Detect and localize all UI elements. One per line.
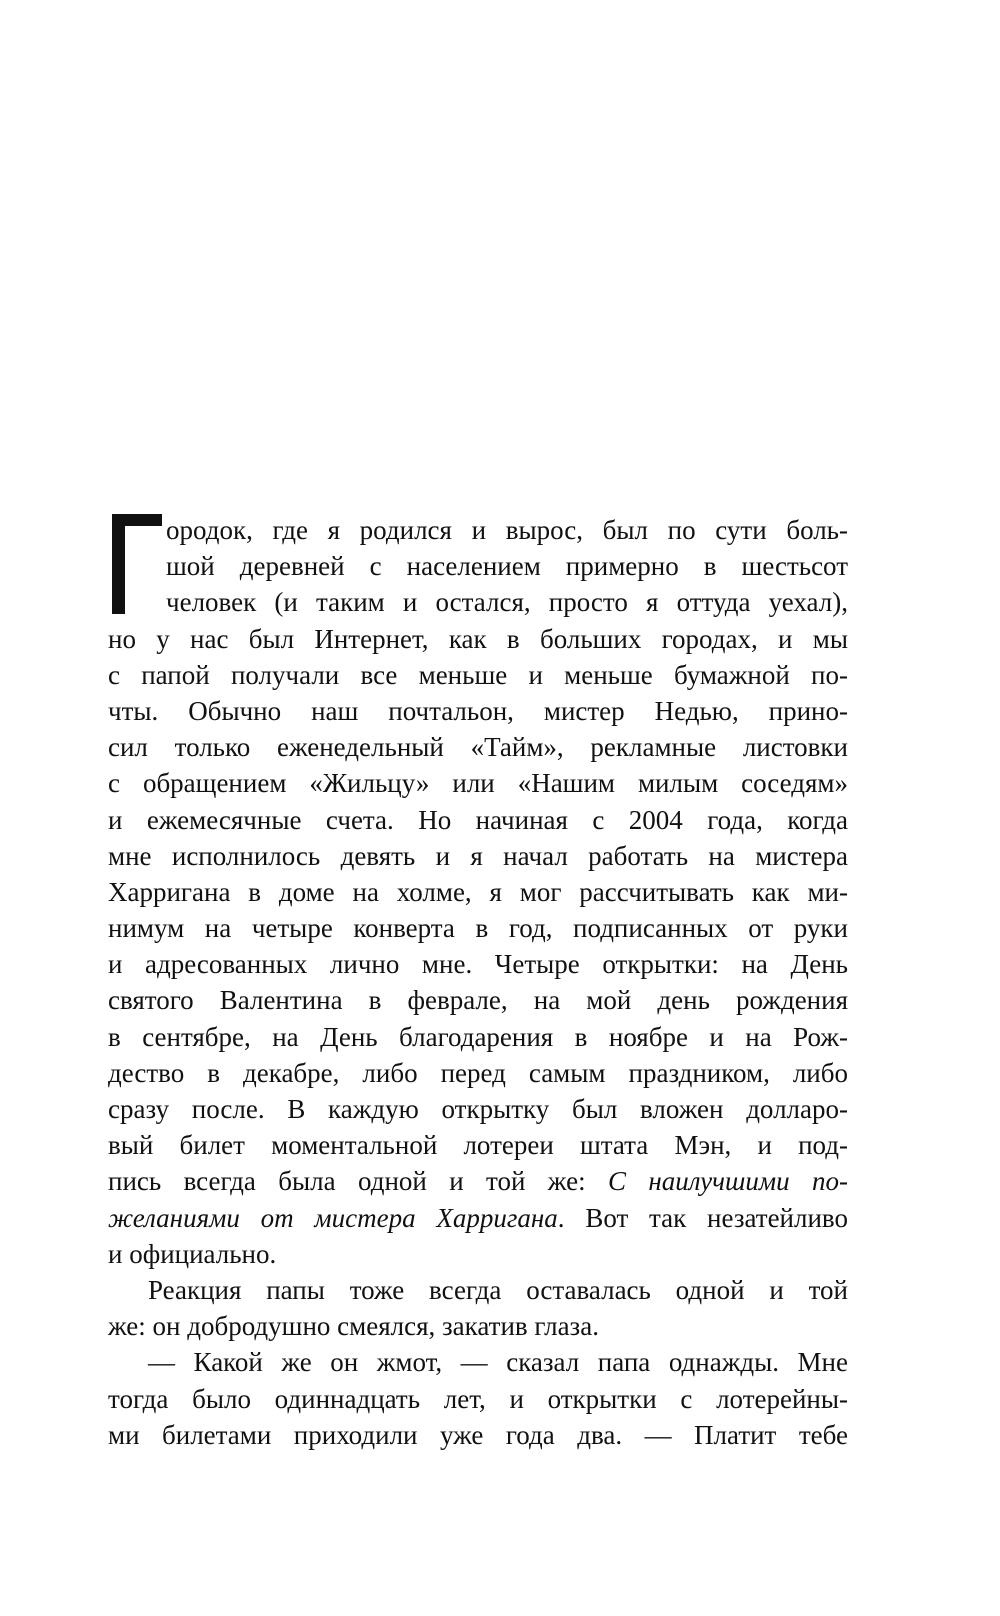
text-line: и официально. xyxy=(108,1238,277,1269)
text-line xyxy=(108,1200,848,1236)
body-text xyxy=(108,512,848,1453)
text-line: и адресованных лично мне. Четыре открытки: на День xyxy=(108,949,848,980)
text-line: вый билет моментальной лотереи штата Мэн, и под- xyxy=(108,1130,848,1161)
text-run: . Вот так незатейливо xyxy=(557,1202,848,1233)
text-line: но у нас был Интернет, как в больших городах, и мы xyxy=(108,623,848,654)
text-line: же: он добродушно смеялся, закатив глаза. xyxy=(108,1311,599,1342)
text-line: дество в декабре, либо перед самым праздником, либо xyxy=(108,1057,848,1088)
text-line: мне исполнилось девять и я начал работать на мистера xyxy=(108,840,848,871)
text-line: шой деревней с населением примерно в шестьсот xyxy=(166,551,848,582)
text-line: чты. Обычно наш почтальон, мистер Недью, прино- xyxy=(108,695,848,726)
italic-signature-run: С наилучшими по- xyxy=(607,1166,849,1197)
italic-signature-run: желаниями от мистера Харригана xyxy=(108,1202,558,1233)
text-line: с папой получали все меньше и меньше бумажной по- xyxy=(108,659,848,690)
text-line: святого Валентина в феврале, на мой день рождения xyxy=(108,985,848,1016)
text-line: Реакция папы тоже всегда оставалась одной и той xyxy=(148,1274,848,1305)
text-line xyxy=(108,1163,848,1199)
text-line: сил только еженедельный «Тайм», рекламные листовки xyxy=(108,732,848,763)
text-line: ми билетами приходили уже года два. — Платит тебе xyxy=(108,1419,848,1450)
text-line: в сентябре, на День благодарения в ноябре и на Рож- xyxy=(108,1021,848,1052)
text-line: человек (и таким и остался, просто я оттуда уехал), xyxy=(166,587,848,618)
text-run: пись всегда была одной и той же: xyxy=(108,1166,608,1197)
text-line: с обращением «Жильцу» или «Нашим милым соседям» xyxy=(108,768,848,799)
text-line: ородок, где я родился и вырос, был по сути боль- xyxy=(166,515,848,545)
text-line: нимум на четыре конверта в год, подписанных от руки xyxy=(108,913,848,944)
text-line: тогда было одиннадцать лет, и открытки с лотерейны- xyxy=(108,1383,848,1414)
text-line: Харригана в доме на холме, я мог рассчитывать как ми- xyxy=(108,876,848,907)
text-line: сразу после. В каждую открытку был вложен долларо- xyxy=(108,1094,848,1124)
text-line: — Какой же он жмот, — сказал папа однажды. Мне xyxy=(148,1347,848,1378)
text-line: и ежемесячные счета. Но начиная с 2004 года, когда xyxy=(108,804,848,835)
